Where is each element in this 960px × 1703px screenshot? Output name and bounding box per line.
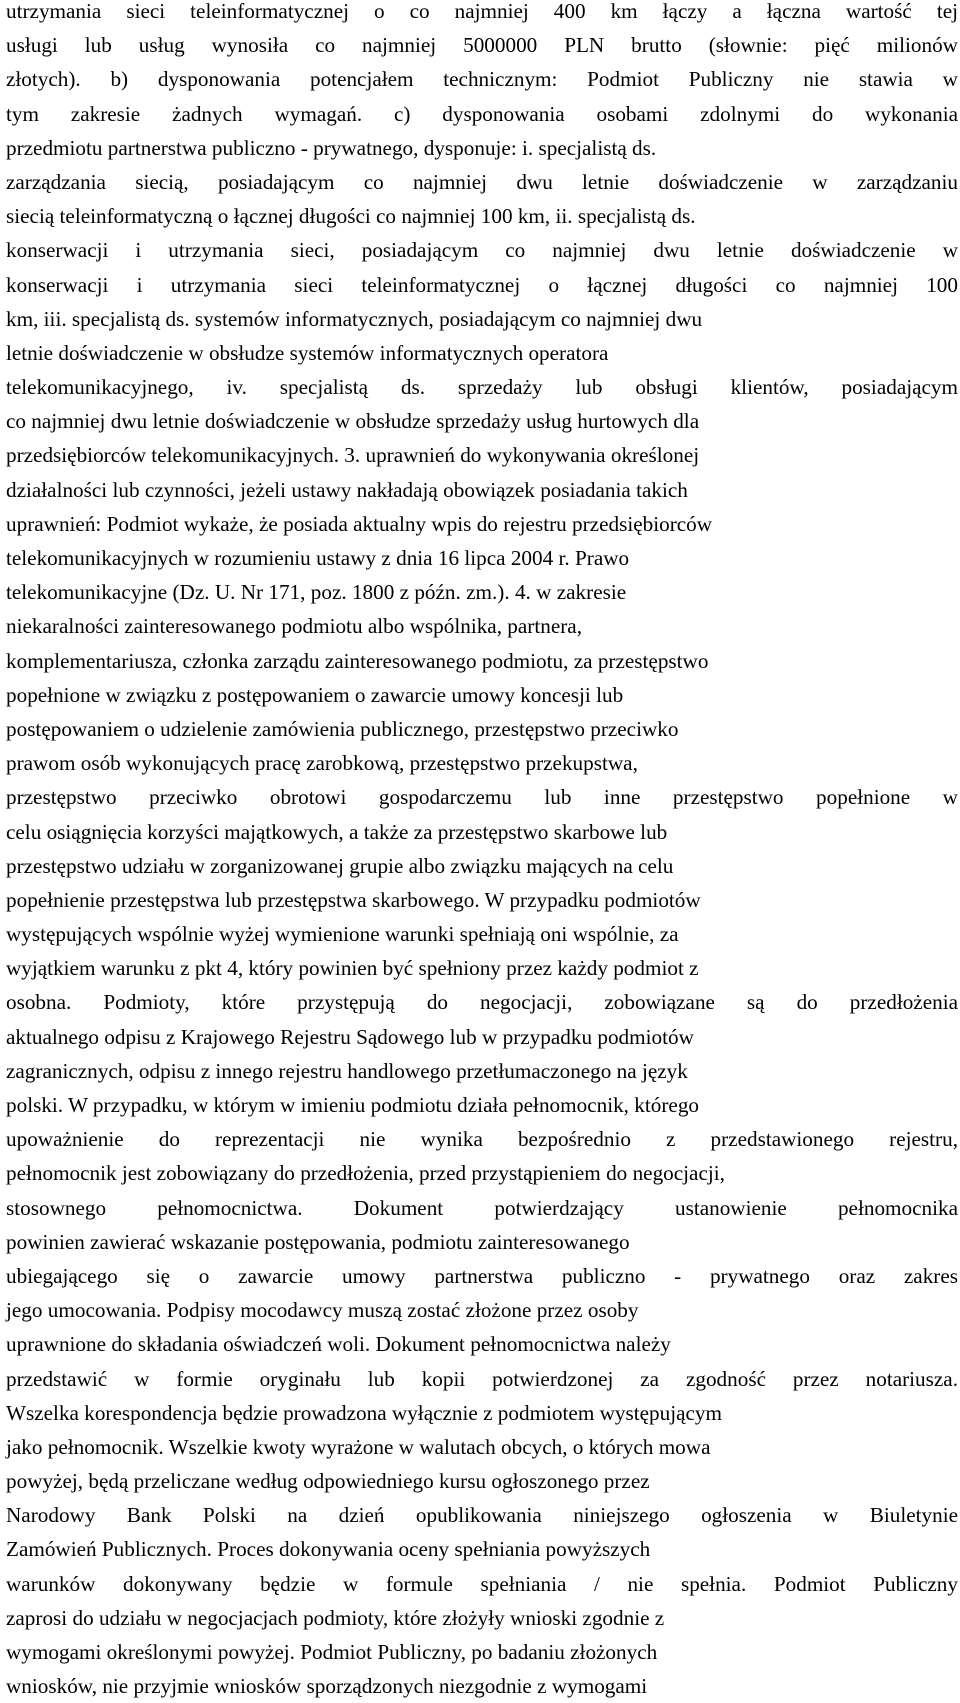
- text-line: działalności lub czynności, jeżeli ustawy nakładają obowiązek posiadania takich: [6, 477, 688, 502]
- text-line: przestępstwo przeciwko obrotowi gospodarczemu lub inne przestępstwo popełnione w: [6, 785, 958, 810]
- text-line: zarządzania siecią, posiadającym co najmniej dwu letnie doświadczenie w zarządzaniu: [6, 169, 958, 194]
- text-line: niekaralności zainteresowanego podmiotu albo wspólnika, partnera,: [6, 614, 582, 639]
- document-text-body: [6, 0, 958, 1703]
- text-line: wyjątkiem warunku z pkt 4, który powinien być spełniony przez każdy podmiot z: [6, 956, 699, 981]
- text-line: postępowaniem o udzielenie zamówienia publicznego, przestępstwo przeciwko: [6, 716, 679, 741]
- text-line: letnie doświadczenie w obsłudze systemów informatycznych operatora: [6, 340, 609, 365]
- text-line: aktualnego odpisu z Krajowego Rejestru Sądowego lub w przypadku podmiotów: [6, 1024, 694, 1049]
- text-line: uprawnień: Podmiot wykaże, że posiada aktualny wpis do rejestru przedsiębiorców: [6, 511, 713, 536]
- text-line: tym zakresie żadnych wymagań. c) dysponowania osobami zdolnymi do wykonania: [6, 101, 958, 126]
- text-line: pełnomocnik jest zobowiązany do przedłożenia, przed przystąpieniem do negocjacji,: [6, 1161, 725, 1186]
- text-line: złotych). b) dysponowania potencjałem technicznym: Podmiot Publiczny nie stawia w: [6, 67, 958, 92]
- text-line: telekomunikacyjne (Dz. U. Nr 171, poz. 1800 z późn. zm.). 4. w zakresie: [6, 580, 627, 605]
- text-line: utrzymania sieci teleinformatycznej o co najmniej 400 km łączy a łączna wartość tej: [6, 0, 958, 23]
- text-line: jego umocowania. Podpisy mocodawcy muszą zostać złożone przez osoby: [6, 1298, 639, 1323]
- text-line: prawom osób wykonujących pracę zarobkową, przestępstwo przekupstwa,: [6, 751, 638, 776]
- text-line: telekomunikacyjnych w rozumieniu ustawy z dnia 16 lipca 2004 r. Prawo: [6, 546, 630, 570]
- text-line: komplementariusza, członka zarządu zainteresowanego podmiotu, za przestępstwo: [6, 648, 709, 673]
- text-line: uprawnione do składania oświadczeń woli. Dokument pełnomocnictwa należy: [6, 1332, 671, 1357]
- text-line: przedsiębiorców telekomunikacyjnych. 3. uprawnień do wykonywania określonej: [6, 443, 700, 468]
- text-line: Wszelka korespondencja będzie prowadzona wyłącznie z podmiotem występującym: [6, 1400, 722, 1425]
- text-line: wymogami określonymi powyżej. Podmiot Publiczny, po badaniu złożonych: [6, 1640, 658, 1664]
- text-line: celu osiągnięcia korzyści majątkowych, a także za przestępstwo skarbowe lub: [6, 819, 668, 844]
- text-line: przedstawić w formie oryginału lub kopii potwierdzonej za zgodność przez notariusza.: [6, 1366, 958, 1391]
- text-line: stosownego pełnomocnictwa. Dokument potwierdzający ustanowienie pełnomocnika: [6, 1195, 958, 1220]
- text-line: Zamówień Publicznych. Proces dokonywania oceny spełniania powyższych: [6, 1537, 651, 1562]
- text-line: osobna. Podmioty, które przystępują do negocjacji, zobowiązane są do przedłożenia: [6, 990, 958, 1015]
- text-line: występujących wspólnie wyżej wymienione warunki spełniają oni wspólnie, za: [6, 922, 679, 947]
- text-line: Narodowy Bank Polski na dzień opublikowania niniejszego ogłoszenia w Biuletynie: [6, 1503, 958, 1528]
- text-line: przestępstwo udziału w zorganizowanej grupie albo związku mających na celu: [6, 853, 674, 878]
- text-line: zaprosi do udziału w negocjacjach podmioty, które złożyły wnioski zgodnie z: [6, 1605, 665, 1630]
- text-line: km, iii. specjalistą ds. systemów informatycznych, posiadającym co najmniej dwu: [6, 306, 703, 331]
- text-line: usługi lub usług wynosiła co najmniej 5000000 PLN brutto (słownie: pięć milionów: [6, 33, 958, 58]
- text-line: telekomunikacyjnego, iv. specjalistą ds. sprzedaży lub obsługi klientów, posiadającym: [6, 375, 958, 400]
- text-line: powyżej, będą przeliczane według odpowiedniego kursu ogłoszonego przez: [6, 1469, 650, 1494]
- text-line: popełnienie przestępstwa lub przestępstwa skarbowego. W przypadku podmiotów: [6, 887, 701, 912]
- text-line: upoważnienie do reprezentacji nie wynika bezpośrednio z przedstawionego rejestru,: [6, 1127, 958, 1152]
- text-line: przedmiotu partnerstwa publiczno - prywatnego, dysponuje: i. specjalistą ds.: [6, 135, 657, 160]
- text-line: warunków dokonywany będzie w formule spełniania / nie spełnia. Podmiot Publiczny: [6, 1571, 958, 1596]
- text-line: konserwacji i utrzymania sieci teleinformatycznej o łącznej długości co najmniej 100: [6, 272, 958, 297]
- text-line: siecią teleinformatyczną o łącznej długości co najmniej 100 km, ii. specjalistą ds.: [6, 204, 696, 229]
- text-line: ubiegającego się o zawarcie umowy partnerstwa publiczno - prywatnego oraz zakres: [6, 1263, 958, 1288]
- text-line: powinien zawierać wskazanie postępowania, podmiotu zainteresowanego: [6, 1229, 630, 1254]
- text-line: polski. W przypadku, w którym w imieniu podmiotu działa pełnomocnik, którego: [6, 1093, 700, 1117]
- text-line: jako pełnomocnik. Wszelkie kwoty wyrażone w walutach obcych, o których mowa: [6, 1434, 711, 1459]
- text-line: zagranicznych, odpisu z innego rejestru handlowego przetłumaczonego na język: [6, 1058, 688, 1083]
- text-line: konserwacji i utrzymania sieci, posiadającym co najmniej dwu letnie doświadczenie w: [6, 238, 958, 263]
- text-line: wniosków, nie przyjmie wniosków sporządzonych niezgodnie z wymogami: [6, 1674, 648, 1699]
- text-line: co najmniej dwu letnie doświadczenie w obsłudze sprzedaży usług hurtowych dla: [6, 409, 700, 434]
- text-line: popełnione w związku z postępowaniem o zawarcie umowy koncesji lub: [6, 682, 624, 707]
